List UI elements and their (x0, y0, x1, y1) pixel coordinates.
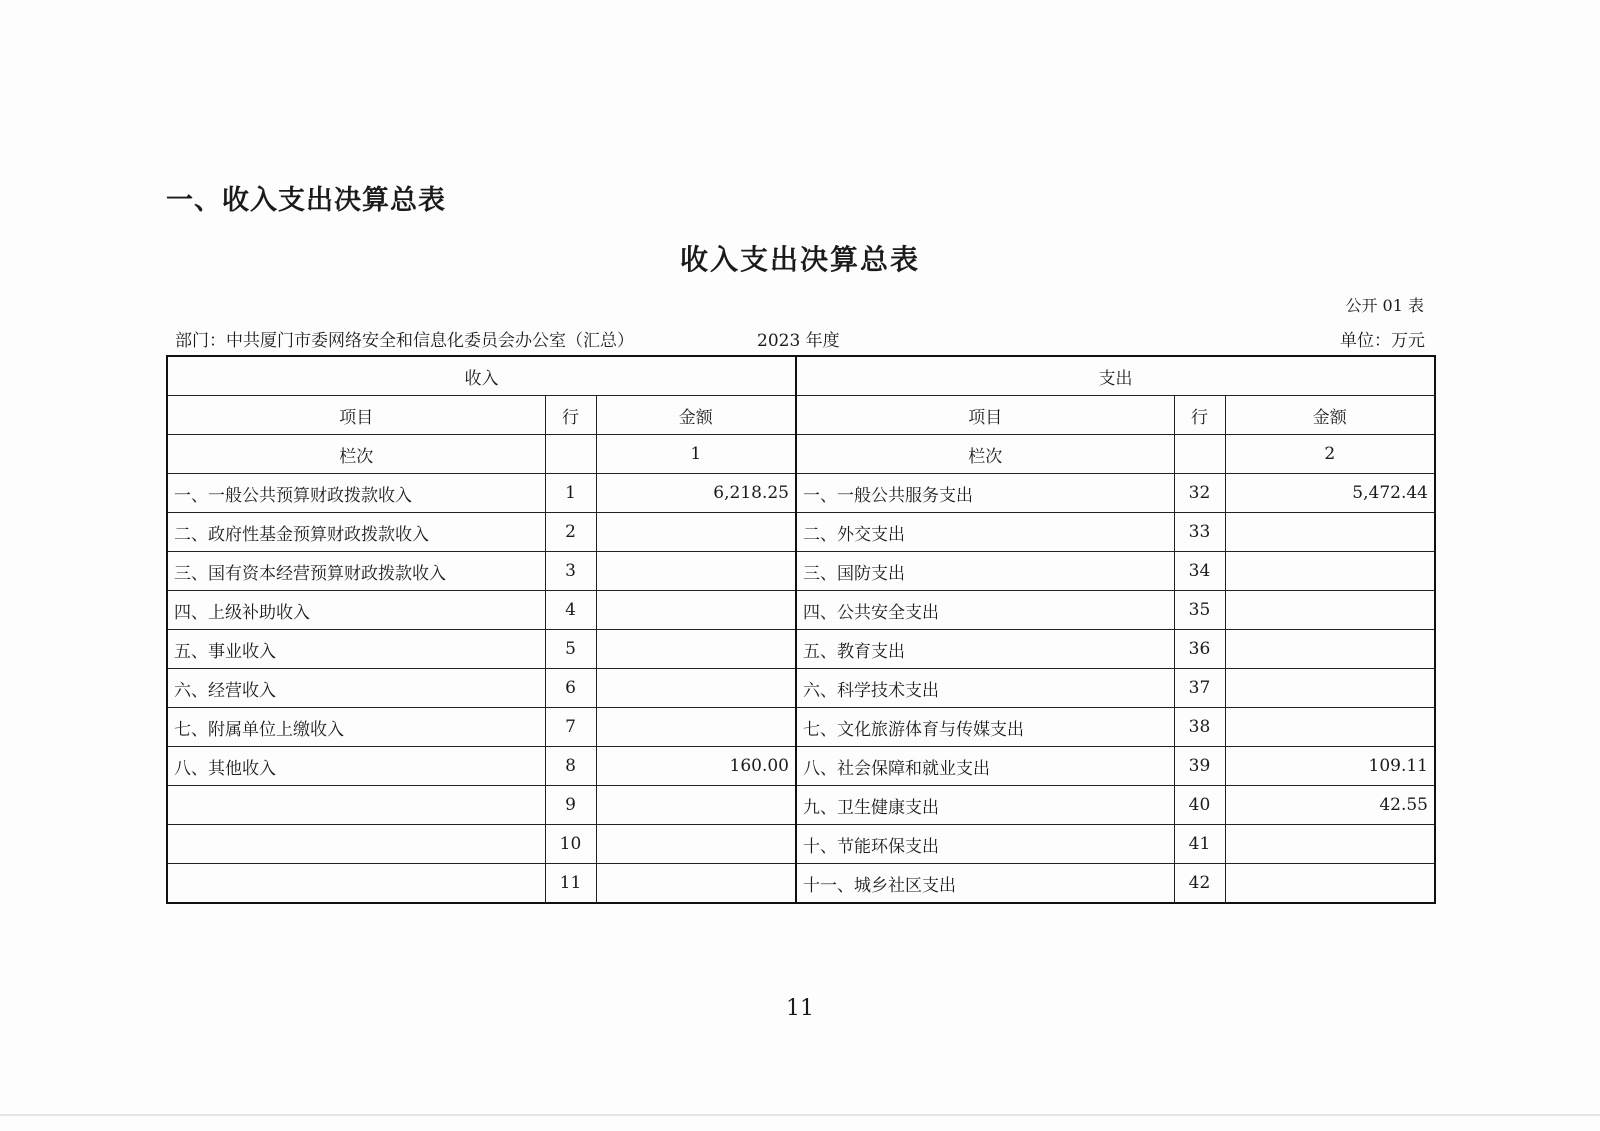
expense-item: 八、社会保障和就业支出 (796, 747, 1174, 786)
expense-item: 四、公共安全支出 (796, 591, 1174, 630)
expense-amount (1225, 708, 1435, 747)
expense-column-order-blank (1174, 435, 1225, 474)
expense-item: 五、教育支出 (796, 630, 1174, 669)
header-row-column-order (167, 435, 1435, 474)
table-row (167, 513, 1435, 552)
expense-amount (1225, 552, 1435, 591)
expense-amount (1225, 591, 1435, 630)
table-row (167, 825, 1435, 864)
expense-group-header: 支出 (796, 356, 1435, 396)
meta-row (175, 326, 1425, 351)
expense-line: 38 (1174, 708, 1225, 747)
expense-item: 一、一般公共服务支出 (796, 474, 1174, 513)
header-row-columns (167, 396, 1435, 435)
expense-line: 36 (1174, 630, 1225, 669)
form-number: 公开 01 表 (1345, 296, 1424, 315)
income-column-number: 1 (596, 435, 796, 474)
expense-line: 39 (1174, 747, 1225, 786)
expense-column-number: 2 (1225, 435, 1435, 474)
expense-line: 41 (1174, 825, 1225, 864)
income-column-order-label: 栏次 (167, 435, 545, 474)
income-line: 10 (545, 825, 596, 864)
income-item (167, 825, 545, 864)
income-amount-header: 金额 (596, 396, 796, 435)
expense-line-header: 行 (1174, 396, 1225, 435)
expense-item: 七、文化旅游体育与传媒支出 (796, 708, 1174, 747)
expense-line: 40 (1174, 786, 1225, 825)
income-item: 三、国有资本经营预算财政拨款收入 (167, 552, 545, 591)
expense-item: 十、节能环保支出 (796, 825, 1174, 864)
table-row (167, 474, 1435, 513)
expense-amount: 42.55 (1225, 786, 1435, 825)
income-item-header: 项目 (167, 396, 545, 435)
table-row (167, 669, 1435, 708)
expense-amount (1225, 513, 1435, 552)
department-label: 部门：中共厦门市委网络安全和信息化委员会办公室（汇总） (175, 331, 634, 351)
expense-amount: 109.11 (1225, 747, 1435, 786)
income-line: 6 (545, 669, 596, 708)
income-line: 11 (545, 864, 596, 904)
income-line: 9 (545, 786, 596, 825)
expense-item: 三、国防支出 (796, 552, 1174, 591)
income-column-order-blank (545, 435, 596, 474)
expense-amount-header: 金额 (1225, 396, 1435, 435)
table-row (167, 630, 1435, 669)
income-group-header: 收入 (167, 356, 796, 396)
income-item: 一、一般公共预算财政拨款收入 (167, 474, 545, 513)
income-amount (596, 513, 796, 552)
income-item (167, 786, 545, 825)
table-row (167, 864, 1435, 904)
expense-line: 42 (1174, 864, 1225, 904)
expense-amount (1225, 864, 1435, 904)
income-line: 3 (545, 552, 596, 591)
expense-amount (1225, 630, 1435, 669)
table-row (167, 786, 1435, 825)
income-line: 5 (545, 630, 596, 669)
income-line: 2 (545, 513, 596, 552)
income-item: 八、其他收入 (167, 747, 545, 786)
income-amount (596, 786, 796, 825)
expense-column-order-label: 栏次 (796, 435, 1174, 474)
income-item (167, 864, 545, 904)
expense-item-header: 项目 (796, 396, 1174, 435)
expense-item: 九、卫生健康支出 (796, 786, 1174, 825)
income-amount (596, 825, 796, 864)
income-item: 六、经营收入 (167, 669, 545, 708)
table-title: 收入支出决算总表 (679, 243, 920, 276)
income-amount: 160.00 (596, 747, 796, 786)
table-row (167, 708, 1435, 747)
expense-line: 34 (1174, 552, 1225, 591)
expense-line: 37 (1174, 669, 1225, 708)
expense-amount (1225, 669, 1435, 708)
income-item: 二、政府性基金预算财政拨款收入 (167, 513, 545, 552)
scan-edge-divider (0, 1114, 1600, 1116)
table-row (167, 552, 1435, 591)
fiscal-year: 2023 年度 (757, 331, 840, 351)
page-number: 11 (786, 996, 814, 1021)
income-amount (596, 864, 796, 904)
income-amount (596, 591, 796, 630)
expense-item: 六、科学技术支出 (796, 669, 1174, 708)
income-amount (596, 708, 796, 747)
expense-item: 十一、城乡社区支出 (796, 864, 1174, 904)
income-line: 4 (545, 591, 596, 630)
income-line: 8 (545, 747, 596, 786)
expense-line: 32 (1174, 474, 1225, 513)
income-amount: 6,218.25 (596, 474, 796, 513)
table-row (167, 747, 1435, 786)
expense-amount (1225, 825, 1435, 864)
unit-label: 单位：万元 (1340, 331, 1425, 351)
income-line: 1 (545, 474, 596, 513)
expense-line: 33 (1174, 513, 1225, 552)
income-item: 四、上级补助收入 (167, 591, 545, 630)
income-amount (596, 552, 796, 591)
expense-item: 二、外交支出 (796, 513, 1174, 552)
section-heading: 一、收入支出决算总表 (166, 185, 446, 216)
income-amount (596, 669, 796, 708)
income-line: 7 (545, 708, 596, 747)
income-item: 五、事业收入 (167, 630, 545, 669)
expense-line: 35 (1174, 591, 1225, 630)
income-expense-table (166, 355, 1436, 904)
income-line-header: 行 (545, 396, 596, 435)
income-amount (596, 630, 796, 669)
table-row (167, 591, 1435, 630)
header-row-group (167, 356, 1435, 396)
expense-amount: 5,472.44 (1225, 474, 1435, 513)
income-item: 七、附属单位上缴收入 (167, 708, 545, 747)
